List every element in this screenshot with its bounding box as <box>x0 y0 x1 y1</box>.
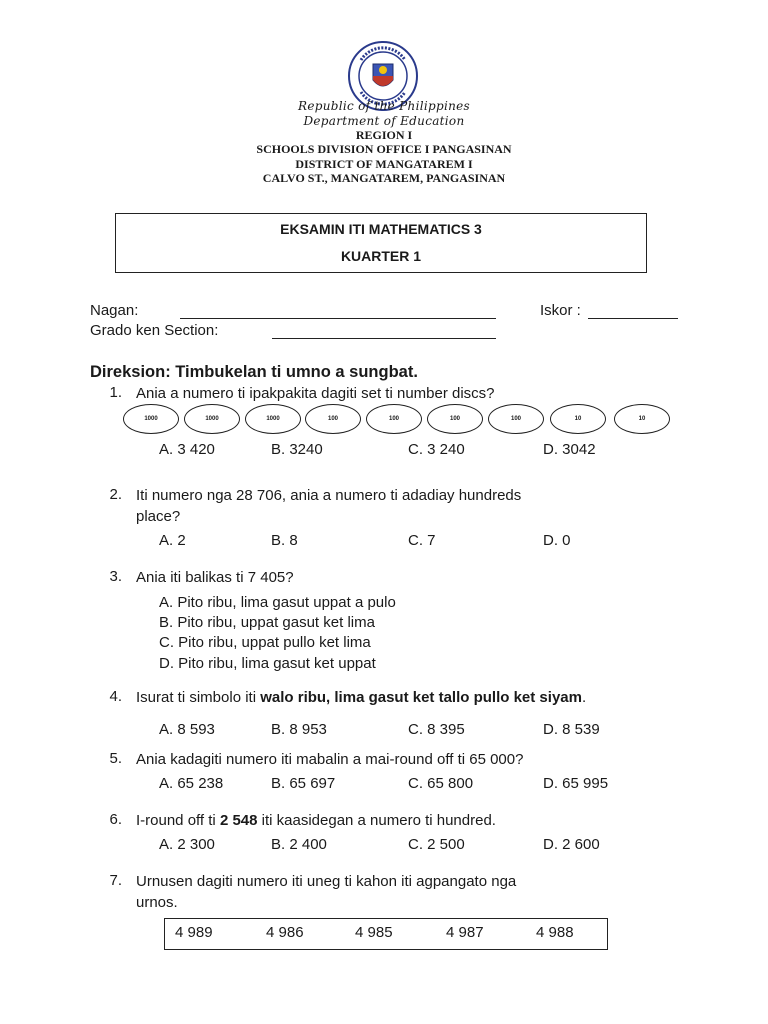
grade-section-field[interactable] <box>272 338 496 339</box>
q1-choice-b[interactable]: B. 3240 <box>271 441 323 458</box>
q4-text-bold: walo ribu, lima gasut ket tallo pullo ket siyam <box>260 689 582 706</box>
division-line: SCHOOLS DIVISION OFFICE I PANGASINAN <box>256 142 512 156</box>
number-disc-7: 100 <box>488 404 544 434</box>
q7-number: 7. <box>109 872 122 889</box>
q1-text: Ania a numero ti ipakpakita dagiti set ti number discs? <box>136 385 495 402</box>
q3-choice-a[interactable]: A. Pito ribu, lima gasut uppat a pulo <box>159 594 396 611</box>
q2-text-line2: place? <box>136 508 181 525</box>
q2-choice-c[interactable]: C. 7 <box>408 532 436 549</box>
q6-text-pre: I-round off ti <box>136 812 220 829</box>
q5-choice-a[interactable]: A. 65 238 <box>159 775 224 792</box>
exam-title: EKSAMIN ITI MATHEMATICS 3 <box>280 221 482 237</box>
q2-choice-b[interactable]: B. 8 <box>271 532 298 549</box>
republic-line: Republic of the Philippines <box>298 99 470 113</box>
q5-choice-d[interactable]: D. 65 995 <box>543 775 609 792</box>
q4-choice-a[interactable]: A. 8 593 <box>159 721 215 738</box>
q5-choice-b[interactable]: B. 65 697 <box>271 775 336 792</box>
box-number-2: 4 986 <box>266 924 304 941</box>
q6-choice-d[interactable]: D. 2 600 <box>543 836 600 853</box>
number-disc-8: 10 <box>550 404 606 434</box>
number-disc-4: 100 <box>305 404 361 434</box>
q5-number: 5. <box>109 750 122 767</box>
number-disc-1: 1000 <box>123 404 179 434</box>
q3-choice-b[interactable]: B. Pito ribu, uppat gasut ket lima <box>159 614 375 631</box>
number-disc-5: 100 <box>366 404 422 434</box>
q6-text-bold: 2 548 <box>219 812 258 829</box>
district-line: DISTRICT OF MANGATAREM I <box>295 157 473 171</box>
q3-choice-d[interactable]: D. Pito ribu, lima gasut ket uppat <box>159 655 376 672</box>
q5-choice-c[interactable]: C. 65 800 <box>408 775 474 792</box>
q6-number: 6. <box>109 811 122 828</box>
number-disc-2: 1000 <box>184 404 240 434</box>
number-disc-9: 10 <box>614 404 670 434</box>
q6-choice-c[interactable]: C. 2 500 <box>408 836 465 853</box>
q5-text: Ania kadagiti numero iti mabalin a mai-round off ti 65 000? <box>136 751 524 768</box>
score-label: Iskor : <box>540 302 581 319</box>
q3-choice-c[interactable]: C. Pito ribu, uppat pullo ket lima <box>159 634 371 651</box>
q2-number: 2. <box>109 486 122 503</box>
q1-choice-d[interactable]: D. 3042 <box>543 441 596 458</box>
q3-number: 3. <box>109 568 122 585</box>
q4-text-post: . <box>581 689 587 706</box>
box-number-1: 4 989 <box>175 924 213 941</box>
box-number-5: 4 988 <box>536 924 574 941</box>
q7-text-line1: Urnusen dagiti numero iti uneg ti kahon iti agpangato nga <box>136 873 517 890</box>
grade-section-label: Grado ken Section: <box>90 322 219 339</box>
q1-choice-c[interactable]: C. 3 240 <box>408 441 465 458</box>
q4-choice-c[interactable]: C. 8 395 <box>408 721 465 738</box>
q4-number: 4. <box>109 688 122 705</box>
direction-text: Direksion: Timbukelan ti umno a sungbat. <box>90 363 418 381</box>
address-line: CALVO ST., MANGATAREM, PANGASINAN <box>262 171 506 185</box>
q4-choice-d[interactable]: D. 8 539 <box>543 721 600 738</box>
q4-text-pre: Isurat ti simbolo iti <box>136 689 261 706</box>
score-field[interactable] <box>588 318 678 319</box>
q6-choice-a[interactable]: A. 2 300 <box>159 836 215 853</box>
q4-text <box>136 688 586 708</box>
region-line: REGION I <box>355 128 413 142</box>
department-line: Department of Education <box>303 114 465 128</box>
name-field[interactable] <box>180 318 496 319</box>
quarter-title: KUARTER 1 <box>340 248 422 264</box>
q7-text-line2: urnos. <box>136 894 178 911</box>
name-label: Nagan: <box>90 302 139 319</box>
q3-text: Ania iti balikas ti 7 405? <box>136 569 294 586</box>
q2-choice-d[interactable]: D. 0 <box>543 532 571 549</box>
q1-choice-a[interactable]: A. 3 420 <box>159 441 215 458</box>
q4-choice-b[interactable]: B. 8 953 <box>271 721 327 738</box>
number-disc-6: 100 <box>427 404 483 434</box>
box-number-3: 4 985 <box>355 924 393 941</box>
q6-text <box>136 811 496 831</box>
q6-text-post: iti kaasidegan a numero ti hundred. <box>257 812 496 829</box>
q2-choice-a[interactable]: A. 2 <box>159 532 186 549</box>
q6-choice-b[interactable]: B. 2 400 <box>271 836 327 853</box>
box-number-4: 4 987 <box>446 924 484 941</box>
q2-text-line1: Iti numero nga 28 706, ania a numero ti adadiay hundreds <box>136 487 522 504</box>
q1-number: 1. <box>109 384 122 401</box>
number-disc-3: 1000 <box>245 404 301 434</box>
